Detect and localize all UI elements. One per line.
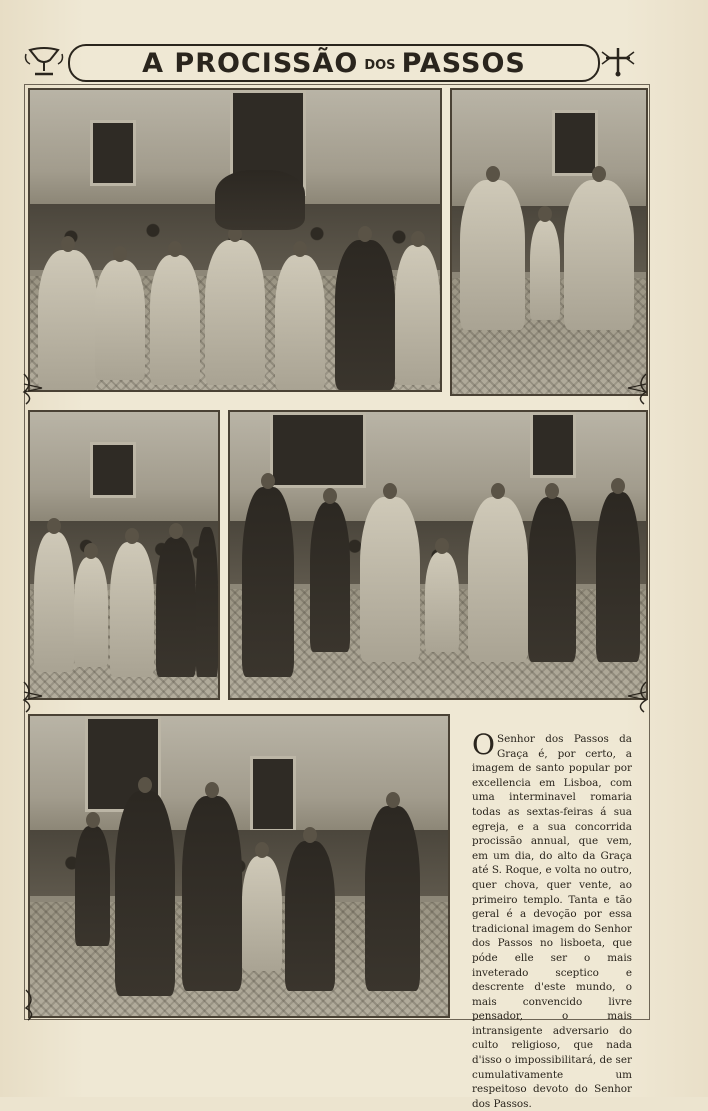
corner-ornament-icon [20,680,46,714]
cross-ornament-icon [598,44,638,78]
photo-guards-with-children [28,714,450,1018]
article-text [472,728,632,1111]
photo-crowd-with-child [28,410,220,700]
chalice-ornament-icon [24,44,64,78]
title-word-dos: DOS [364,57,396,73]
corner-ornament-icon [624,680,650,714]
corner-ornament-icon [624,372,650,406]
title-banner [22,40,642,84]
article-dropcap: O [472,728,495,761]
corner-ornament-icon [22,988,48,1022]
photo-guards-and-priests [228,410,648,700]
page-title [142,48,526,79]
title-word-procissao: A PROCISSÃO [142,47,359,79]
title-word-passos: PASSOS [401,47,526,79]
title-frame [68,44,600,82]
corner-ornament-icon [20,372,46,406]
photo-procession-float [28,88,442,392]
article-body: Senhor dos Passos da Graça é, por certo, a imagem de santo popular por excellencia em Lisboa, com uma interminavel romaria todas as sextas-feiras á sua egreja, e a sua concorrida procissão annual, que vem, em um dia, do alto da Graça até S. Roque, e volta no outro, quer chova, quer vente, ao primeiro templo. Tanta e tão geral é a devoção por essa tradicional imagem do Senhor dos Passos no lisboeta, que póde elle ser o mais inveterado sceptico e descrente d'este mundo, o mais convencido livre pensador, o mais intransigente adversario do culto religioso, que nada d'isso o impossibilitará, de ser cumulativamente um respeitoso devoto do Senhor dos Passos. [472,733,632,1110]
photo-clergy-with-child [450,88,648,396]
